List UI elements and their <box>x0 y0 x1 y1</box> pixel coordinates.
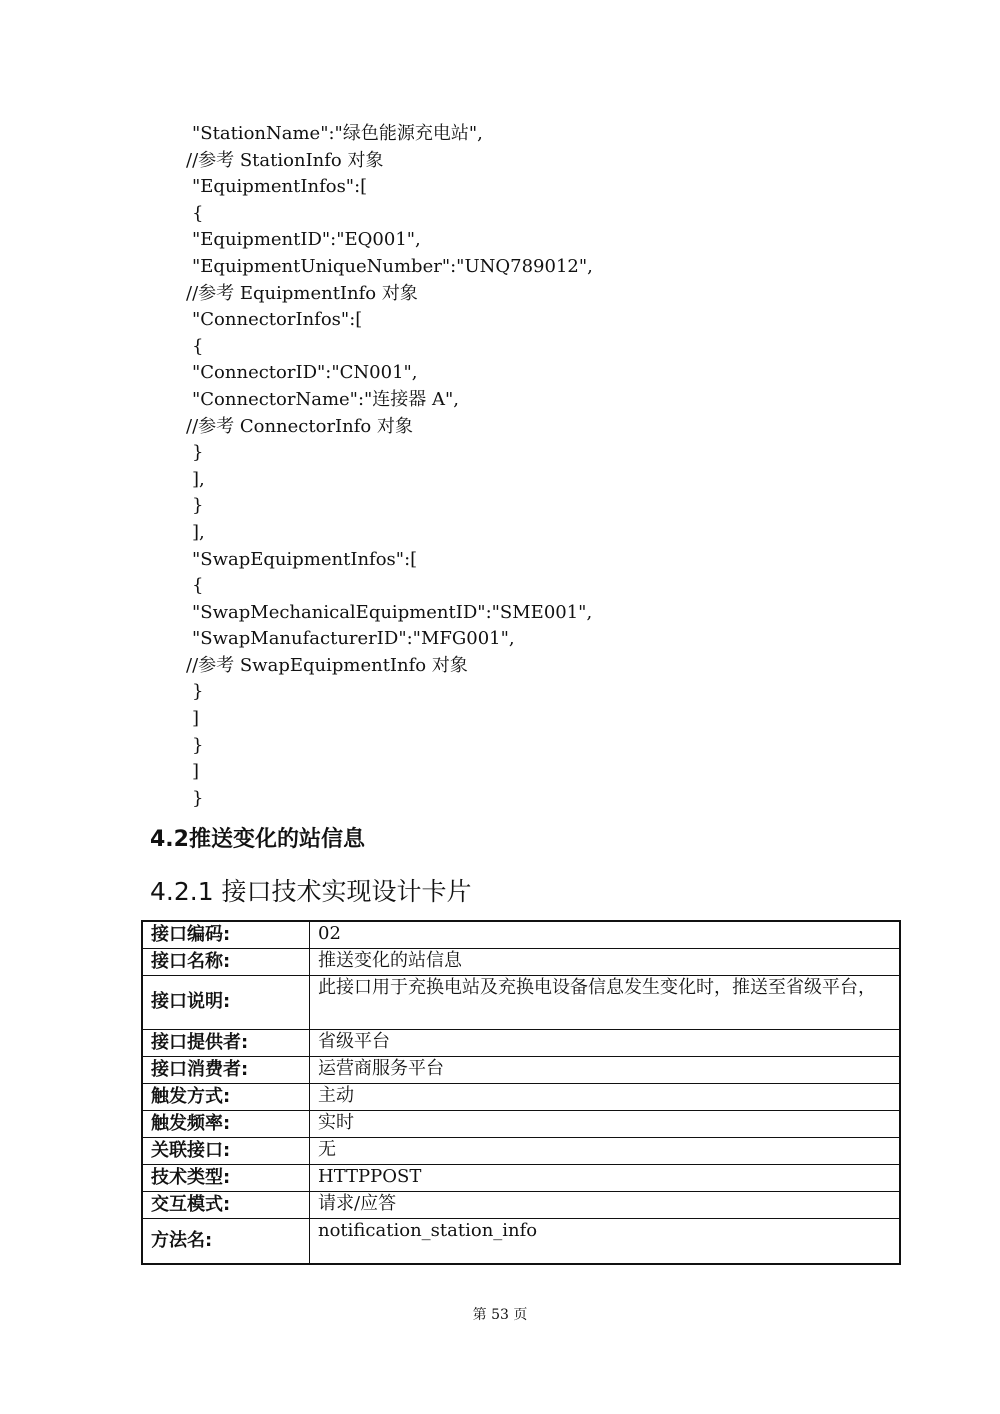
card-key: 接口名称: <box>142 948 310 975</box>
code-line: ] <box>192 708 200 730</box>
code-line: ], <box>192 521 205 543</box>
card-value: 推送变化的站信息 <box>310 948 901 975</box>
card-row <box>142 1110 900 1137</box>
interface-design-card <box>141 920 901 1265</box>
card-row <box>142 948 900 975</box>
code-line: "ConnectorInfos":[ <box>192 309 363 331</box>
card-key: 触发方式: <box>142 1083 310 1110</box>
card-key: 触发频率: <box>142 1110 310 1137</box>
card-row <box>142 1056 900 1083</box>
subsection-heading: 4.2.1 接口技术实现设计卡片 <box>150 877 472 906</box>
card-value: notification_station_info <box>310 1218 901 1264</box>
code-line: } <box>192 681 204 703</box>
code-line: "SwapEquipmentInfos":[ <box>192 548 418 570</box>
code-line: "ConnectorID":"CN001", <box>192 362 418 384</box>
code-line: "SwapManufacturerID":"MFG001", <box>192 628 515 650</box>
code-line: { <box>192 575 204 597</box>
card-key: 关联接口: <box>142 1137 310 1164</box>
page-number: 第 53 页 <box>472 1307 528 1323</box>
code-line: ], <box>192 468 205 490</box>
card-key: 接口编码: <box>142 921 310 948</box>
code-line: } <box>192 734 204 756</box>
card-row <box>142 1164 900 1191</box>
card-row <box>142 1218 900 1264</box>
code-line: "EquipmentInfos":[ <box>192 176 368 198</box>
card-value: 02 <box>310 921 901 948</box>
code-line: "SwapMechanicalEquipmentID":"SME001", <box>192 601 593 623</box>
card-value: 实时 <box>310 1110 901 1137</box>
code-line: { <box>192 202 204 224</box>
card-value: HTTPPOST <box>310 1164 901 1191</box>
card-value: 运营商服务平台 <box>310 1056 901 1083</box>
code-line: //参考 SwapEquipmentInfo 对象 <box>186 654 468 676</box>
code-line: "StationName":"绿色能源充电站", <box>192 123 483 144</box>
card-key: 接口消费者: <box>142 1056 310 1083</box>
code-block <box>0 121 1000 812</box>
card-row <box>142 1083 900 1110</box>
card-key: 接口提供者: <box>142 1029 310 1056</box>
card-key: 方法名: <box>142 1218 310 1264</box>
code-line: //参考 StationInfo 对象 <box>186 149 384 171</box>
section-heading: 4.2推送变化的站信息 <box>150 827 365 852</box>
code-line: { <box>192 335 204 357</box>
code-line: ] <box>192 761 200 783</box>
card-value: 主动 <box>310 1083 901 1110</box>
card-row <box>142 1029 900 1056</box>
code-line: } <box>192 442 204 464</box>
code-line: "EquipmentUniqueNumber":"UNQ789012", <box>192 255 593 277</box>
card-row <box>142 975 900 1029</box>
card-value: 省级平台 <box>310 1029 901 1056</box>
card-row <box>142 921 900 948</box>
code-line: //参考 EquipmentInfo 对象 <box>186 282 418 304</box>
card-value: 此接口用于充换电站及充换电设备信息发生变化时，推送至省级平台， <box>310 975 901 1029</box>
card-row <box>142 1191 900 1218</box>
code-line: } <box>192 787 204 809</box>
code-line: "EquipmentID":"EQ001", <box>192 229 421 251</box>
card-value: 无 <box>310 1137 901 1164</box>
code-line: //参考 ConnectorInfo 对象 <box>186 415 413 437</box>
card-row <box>142 1137 900 1164</box>
code-line: "ConnectorName":"连接器 A", <box>192 388 460 410</box>
card-key: 技术类型: <box>142 1164 310 1191</box>
card-key: 接口说明: <box>142 975 310 1029</box>
code-line: } <box>192 495 204 517</box>
card-value: 请求/应答 <box>310 1191 901 1218</box>
card-key: 交互模式: <box>142 1191 310 1218</box>
